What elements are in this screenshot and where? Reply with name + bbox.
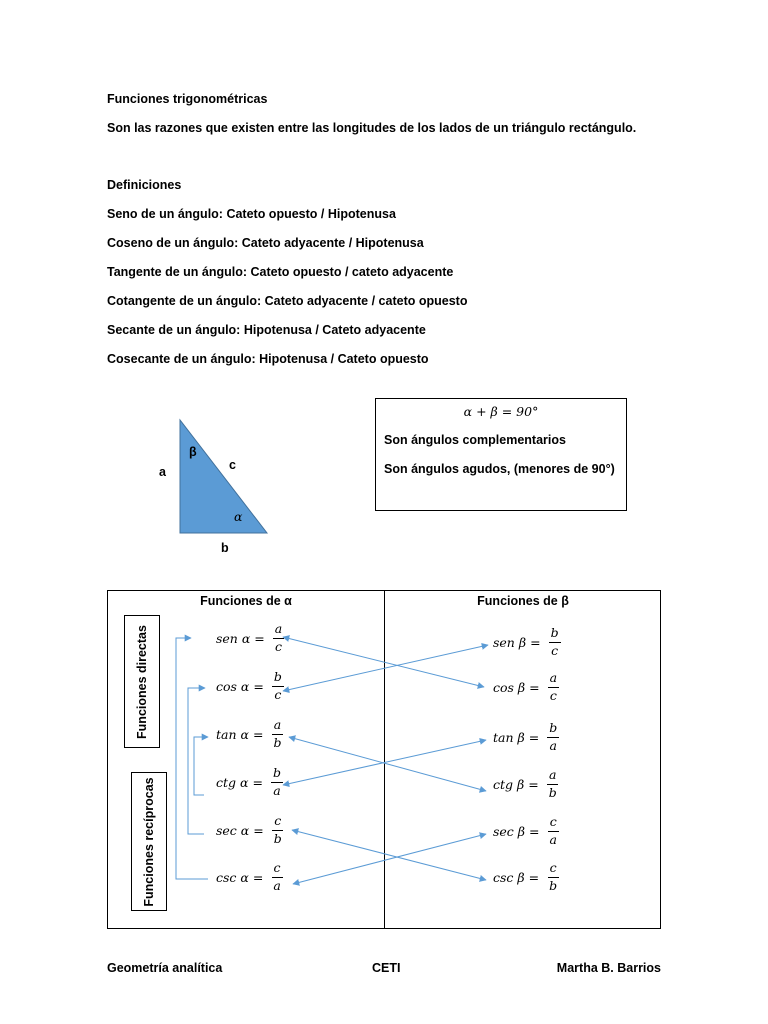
- formula-ctg-alpha: ctg α = $\frac{b}{a}$: [216, 765, 281, 798]
- acute-text: Son ángulos agudos, (menores de 90°): [384, 462, 615, 476]
- formula-cos-alpha: cos α = $\frac{b}{c}$: [216, 669, 282, 702]
- footer-institution: CETI: [372, 961, 401, 975]
- angle-beta-label: β: [189, 445, 197, 459]
- formula-cos-beta: cos β = $\frac{a}{c}$: [493, 670, 558, 703]
- page-title: Funciones trigonométricas: [107, 92, 268, 106]
- definition-tangent: Tangente de un ángulo: Cateto opuesto / cateto adyacente: [107, 265, 454, 279]
- side-c-label: c: [229, 458, 236, 472]
- bracket-csc-sen-arrow: [176, 638, 208, 879]
- definition-sine: Seno de un ángulo: Cateto opuesto / Hipotenusa: [107, 207, 396, 221]
- formula-csc-alpha: csc α = $\frac{c}{a}$: [216, 860, 281, 893]
- definition-cosine: Coseno de un ángulo: Cateto adyacente / Hipotenusa: [107, 236, 424, 250]
- angle-sum-equation: α + β = 90°: [463, 404, 539, 419]
- formula-sec-beta: sec β = $\frac{c}{a}$: [493, 814, 557, 847]
- reciprocal-functions-label: Funciones recíprocas: [142, 776, 156, 907]
- arrow-ctg-alpha-tan-beta: [283, 740, 486, 785]
- formula-sen-alpha: sen α = $\frac{a}{c}$: [216, 621, 283, 654]
- footer-author: Martha B. Barrios: [556, 961, 661, 975]
- complementary-text: Son ángulos complementarios: [384, 433, 566, 447]
- definitions-title: Definiciones: [107, 178, 182, 192]
- footer-subject: Geometría analítica: [107, 961, 223, 975]
- formula-sen-beta: sen β = $\frac{b}{c}$: [493, 625, 559, 658]
- formula-tan-beta: tan β = $\frac{b}{a}$: [493, 720, 558, 753]
- intro-text: Son las razones que existen entre las longitudes de los lados de un triángulo rectángulo.: [107, 121, 637, 135]
- arrow-sec-alpha-csc-beta: [292, 830, 486, 880]
- column-header-alpha: Funciones de α: [200, 594, 292, 608]
- definition-cotangent: Cotangente de un ángulo: Cateto adyacente / cateto opuesto: [107, 294, 468, 308]
- direct-functions-label: Funciones directas: [135, 624, 149, 739]
- angle-alpha-label: α: [234, 509, 243, 524]
- formula-ctg-beta: ctg β = $\frac{a}{b}$: [493, 767, 557, 800]
- arrow-tan-alpha-ctg-beta: [289, 737, 486, 791]
- side-b-label: b: [221, 541, 229, 555]
- formula-tan-alpha: tan α = $\frac{a}{b}$: [216, 717, 282, 750]
- arrow-csc-alpha-sec-beta: [293, 834, 486, 884]
- arrow-cos-alpha-sen-beta: [283, 645, 488, 691]
- column-header-beta: Funciones de β: [477, 594, 569, 608]
- side-a-label: a: [159, 465, 166, 479]
- bracket-ctg-tan-arrow: [194, 737, 208, 795]
- bracket-sec-cos-arrow: [188, 688, 205, 834]
- arrow-sen-alpha-cos-beta: [283, 637, 484, 687]
- definition-secant: Secante de un ángulo: Hipotenusa / Cateto adyacente: [107, 323, 426, 337]
- formula-sec-alpha: sec α = $\frac{c}{b}$: [216, 813, 282, 846]
- formula-csc-beta: csc β = $\frac{c}{b}$: [493, 860, 558, 893]
- definition-cosecant: Cosecante de un ángulo: Hipotenusa / Cateto opuesto: [107, 352, 429, 366]
